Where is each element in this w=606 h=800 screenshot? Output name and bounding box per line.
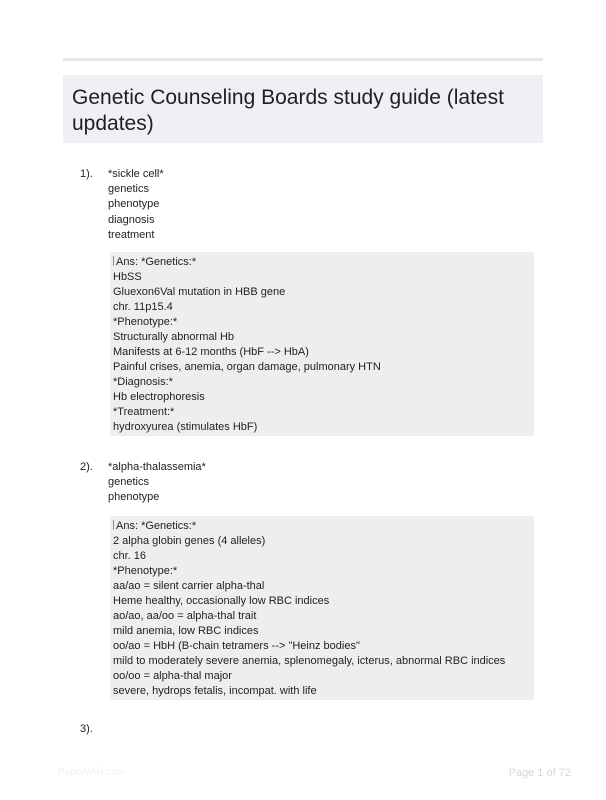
prompt-line: diagnosis <box>108 213 155 226</box>
answer-line: mild anemia, low RBC indices <box>113 625 259 637</box>
answer-line: *Phenotype:* <box>113 565 178 577</box>
top-divider <box>63 58 543 61</box>
answer-line: chr. 16 <box>113 550 147 562</box>
answer-line: *Diagnosis:* <box>113 376 173 388</box>
prompt-line: phenotype <box>108 198 160 211</box>
answer-line: Ans: *Genetics:* <box>113 255 531 270</box>
answer-line: Painful crises, anemia, organ damage, pulmonary HTN <box>113 361 381 373</box>
question-prompt <box>108 167 164 243</box>
answer-line: Heme healthy, occasionally low RBC indices <box>113 595 330 607</box>
answer-line: Manifests at 6-12 months (HbF --> HbA) <box>113 346 309 358</box>
page-title: Genetic Counseling Boards study guide (latest updates) <box>72 86 504 135</box>
answer-box-1 <box>110 252 534 436</box>
prompt-line: *sickle cell* <box>108 168 164 180</box>
answer-line: 2 alpha globin genes (4 alleles) <box>113 535 266 547</box>
answer-line: chr. 11p15.4 <box>113 301 173 313</box>
prompt-line: genetics <box>108 476 149 489</box>
prompt-line: genetics <box>108 183 149 196</box>
question-number: 2). <box>80 461 93 473</box>
answer-box-2 <box>110 516 534 700</box>
prompt-line: *alpha-thalassemia* <box>108 461 206 473</box>
answer-line: oo/oo = alpha-thal major <box>113 670 232 682</box>
question-number: 1). <box>80 168 93 180</box>
answer-line: severe, hydrops fetalis, incompat. with life <box>113 685 317 697</box>
answer-line: Hb electrophoresis <box>113 391 205 403</box>
question-number: 3). <box>80 723 93 735</box>
answer-line: Structurally abnormal Hb <box>113 331 235 343</box>
title-banner <box>63 75 543 143</box>
text-cursor <box>113 256 114 266</box>
prompt-line: phenotype <box>108 491 160 504</box>
footer-watermark: PaperWiki.com <box>58 767 126 778</box>
answer-line: aa/ao = silent carrier alpha-thal <box>113 580 265 592</box>
answer-line: hydroxyurea (stimulates HbF) <box>113 421 258 433</box>
text-cursor <box>113 520 114 530</box>
page-number: Page 1 of 72 <box>508 767 571 779</box>
answer-line: mild to moderately severe anemia, splenomegaly, icterus, abnormal RBC indices <box>113 655 506 667</box>
question-prompt <box>108 460 206 506</box>
prompt-line: treatment <box>108 228 155 241</box>
answer-line: ao/ao, aa/oo = alpha-thal trait <box>113 610 257 622</box>
answer-line: HbSS <box>113 271 142 283</box>
answer-line: oo/ao = HbH (B-chain tetramers --> "Heinz bodies" <box>113 640 360 652</box>
answer-line: *Phenotype:* <box>113 316 178 328</box>
answer-line: *Treatment:* <box>113 406 175 418</box>
answer-line: Gluexon6Val mutation in HBB gene <box>113 286 286 298</box>
answer-line: Ans: *Genetics:* <box>113 519 531 534</box>
